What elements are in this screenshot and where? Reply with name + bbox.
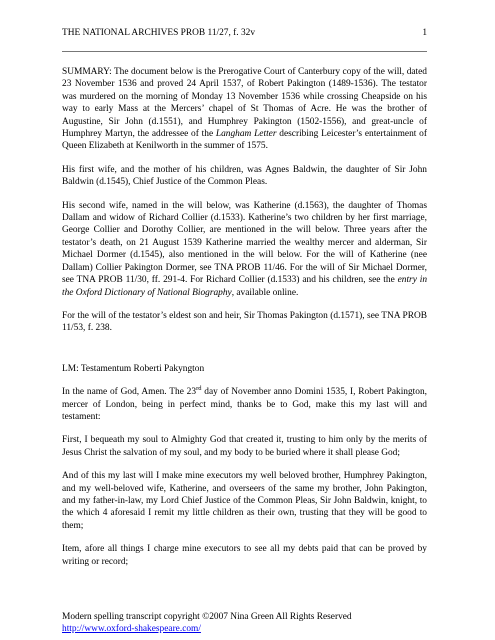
marginal-note: LM: Testamentum Roberti Pakyngton bbox=[62, 363, 205, 374]
summary-paragraph-1: SUMMARY: The document below is the Prerogative Court of Canterbury copy of the will, dated 23 November 1536 and proved 24 April 1537, of Robert Pakington (1489-1536). The testator was murdered on the morning of Monday 13 November 1536 while crossing Cheapside on his way to early Mass at the Mercers’ chapel of St Thomas of Acre. He was the brother of Augustine, Sir John (d.1551), and Humphrey Pakington (1502-1556), and great-uncle of Humphrey Martyn, the addressee of the Langham Letter describing Leicester’s entertainment of Queen Elizabeth at Kenilworth in the summer of 1575. bbox=[62, 67, 427, 152]
will-paragraph-1: In the name of God, Amen. The 23rd day of November anno Domini 1535, I, Robert Pakington, mercer of London, being in perfect mind, thanks be to God, make this my last will and testament: bbox=[62, 385, 427, 422]
summary-paragraph-4: For the will of the testator’s eldest son and heir, Sir Thomas Pakington (d.1571), see TNA PROB 11/53, f. 238. bbox=[62, 310, 427, 334]
langham-letter-title: Langham Letter bbox=[215, 129, 277, 140]
will-paragraph-2: First, I bequeath my soul to Almighty God that created it, trusting to him only by the merits of Jesus Christ the salvation of my soul, and my body to be buried where it shall please God; bbox=[62, 435, 427, 458]
page-footer bbox=[62, 611, 427, 636]
will-paragraph-4: Item, afore all things I charge mine executors to see all my debts paid that can be proved by writing or record; bbox=[62, 544, 427, 567]
website-link[interactable]: http://www.oxford-shakespeare.com/ bbox=[62, 624, 201, 635]
document-title: THE NATIONAL ARCHIVES PROB 11/27, f. 32v bbox=[62, 28, 256, 38]
will-paragraph-3: And of this my last will I make mine executors my well beloved brother, Humphrey Pakington, and my well-beloved wife, Katherine, and overseers of the same my brother, John Pakington, and my father-in-law, my Lord Chief Justice of the Common Pleas, Sir John Baldwin, knight, to the which 4 aforesaid I remit my little children as their own, trusting that they will be good to them; bbox=[62, 471, 427, 531]
summary-paragraph-3: His second wife, named in the will below, was Katherine (d.1563), the daughter of Thomas Dallam and widow of Richard Collier (d.1533). Katherine’s two children by her first marriage, George Collier and Dorothy Collier, are mentioned in the will below. Three years after the testator’s death, on 21 August 1539 Katherine married the wealthy mercer and alderman, Sir Michael Dormer (d.1545), also mentioned in the will below. For the will of Katherine (nee Dallam) Collier Pakington Dormer, see TNA PROB 11/46. For the will of Sir Michael Dormer, see TNA PROB 11/30, ff. 291-4. For Richard Collier (d.1533) and his children, see the entry in the Oxford Dictionary of National Biography, available online. bbox=[62, 200, 428, 298]
page-number: 1 bbox=[422, 28, 427, 38]
page-header bbox=[62, 27, 427, 39]
header-rule bbox=[62, 51, 427, 52]
odnb-reference: entry in the Oxford Dictionary of National Biography bbox=[62, 275, 428, 298]
copyright-notice: Modern spelling transcript copyright ©2007 Nina Green All Rights Reserved bbox=[62, 612, 352, 622]
document-body bbox=[62, 66, 427, 579]
summary-paragraph-2: His first wife, and the mother of his children, was Agnes Baldwin, the daughter of Sir John Baldwin (d.1545), Chief Justice of the Common Pleas. bbox=[62, 164, 427, 188]
